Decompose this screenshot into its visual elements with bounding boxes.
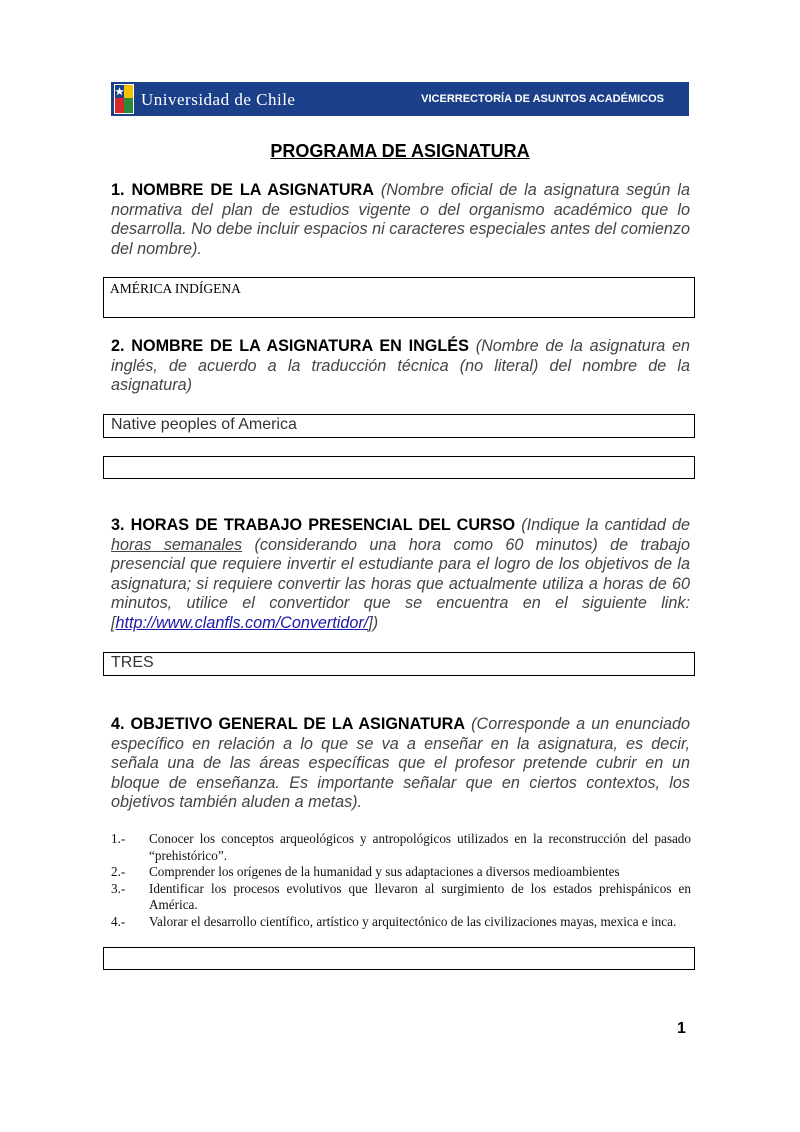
objective-field[interactable] bbox=[103, 947, 695, 970]
section-3-note-underlined: horas semanales bbox=[111, 535, 243, 554]
section-3-note-b: (considerando una hora como 60 minutos) de trabajo presencial que requiere invertir el estudiante para el logro de los objetivos de la asignatura; si requiere convertir las horas que actualmente utiliza a horas de 60 minutos, utilice el convertidor que se encuentra en el siguiente link: [ bbox=[111, 535, 690, 632]
objective-number: 2.- bbox=[111, 864, 126, 879]
english-name-value: Native peoples of America bbox=[111, 416, 297, 433]
section-3-note-c: ]) bbox=[368, 613, 379, 632]
hours-value: TRES bbox=[111, 654, 154, 671]
university-name: Universidad de Chile bbox=[141, 90, 296, 109]
section-3-description bbox=[111, 516, 690, 634]
section-1-description bbox=[111, 181, 690, 259]
header-banner bbox=[111, 82, 689, 116]
vicerrectoria-label: VICERRECTORÍA DE ASUNTOS ACADÉMICOS bbox=[421, 93, 664, 105]
list-item bbox=[111, 864, 691, 881]
empty-field-2[interactable] bbox=[103, 456, 695, 479]
english-name-field[interactable] bbox=[103, 414, 695, 438]
course-name-field[interactable] bbox=[103, 277, 695, 318]
section-3-heading: 3. HORAS DE TRABAJO PRESENCIAL DEL CURSO bbox=[111, 516, 516, 534]
empty-field-2-value bbox=[104, 457, 694, 458]
section-4-description bbox=[111, 715, 690, 813]
course-name-value: AMÉRICA INDÍGENA bbox=[110, 281, 241, 296]
section-4-heading: 4. OBJETIVO GENERAL DE LA ASIGNATURA bbox=[111, 715, 466, 733]
objective-text: Identificar los procesos evolutivos que llevaron al surgimiento de los estados prehispánicos en América. bbox=[149, 880, 691, 912]
page-title: PROGRAMA DE ASIGNATURA bbox=[270, 141, 530, 161]
section-2-description bbox=[111, 337, 690, 396]
section-1-heading: 1. NOMBRE DE LA ASIGNATURA bbox=[111, 181, 374, 199]
objective-text: Comprender los orígenes de la humanidad y sus adaptaciones a diversos medioambientes bbox=[149, 864, 620, 879]
objective-number: 3.- bbox=[111, 880, 126, 896]
objective-field-value bbox=[104, 948, 694, 949]
list-item bbox=[111, 831, 691, 864]
hours-field[interactable] bbox=[103, 652, 695, 676]
list-item bbox=[111, 914, 691, 931]
list-item bbox=[111, 881, 691, 914]
section-3-note-a: (Indique la cantidad de bbox=[521, 516, 691, 534]
objective-text: Conocer los conceptos arqueológicos y antropológicos utilizados en la reconstrucción del pasado “prehistórico”. bbox=[149, 831, 691, 863]
converter-link[interactable]: http://www.clanfls.com/Convertidor/ bbox=[115, 613, 369, 632]
section-2-heading: 2. NOMBRE DE LA ASIGNATURA EN INGLÉS bbox=[111, 337, 469, 355]
objective-text: Valorar el desarrollo científico, artístico y arquitectónico de las civilizaciones mayas, mexica e inca. bbox=[149, 913, 677, 929]
page-number: 1 bbox=[677, 1020, 686, 1037]
university-crest-icon bbox=[114, 84, 134, 114]
section-2-note: (Nombre de la asignatura en inglés, de acuerdo a la traducción técnica (no literal) del nombre de la asignatura) bbox=[111, 337, 690, 395]
objective-number: 1.- bbox=[111, 831, 126, 846]
section-1-note: (Nombre oficial de la asignatura según la normativa del plan de estudios vigente o del organismo académico que lo desarrolla. No debe incluir espacios ni caracteres especiales antes del comienzo del nombre). bbox=[111, 181, 690, 258]
section-4-note: (Corresponde a un enunciado específico en relación a lo que se va a enseñar en la asignatura, es decir, señala una de las áreas específicas que el profesor pretende cubrir en un bloque de enseñanza. Es importante señalar que en ciertos contextos, los objetivos también aluden a metas). bbox=[111, 715, 690, 812]
objectives-list bbox=[111, 831, 691, 930]
objective-number: 4.- bbox=[111, 913, 126, 929]
